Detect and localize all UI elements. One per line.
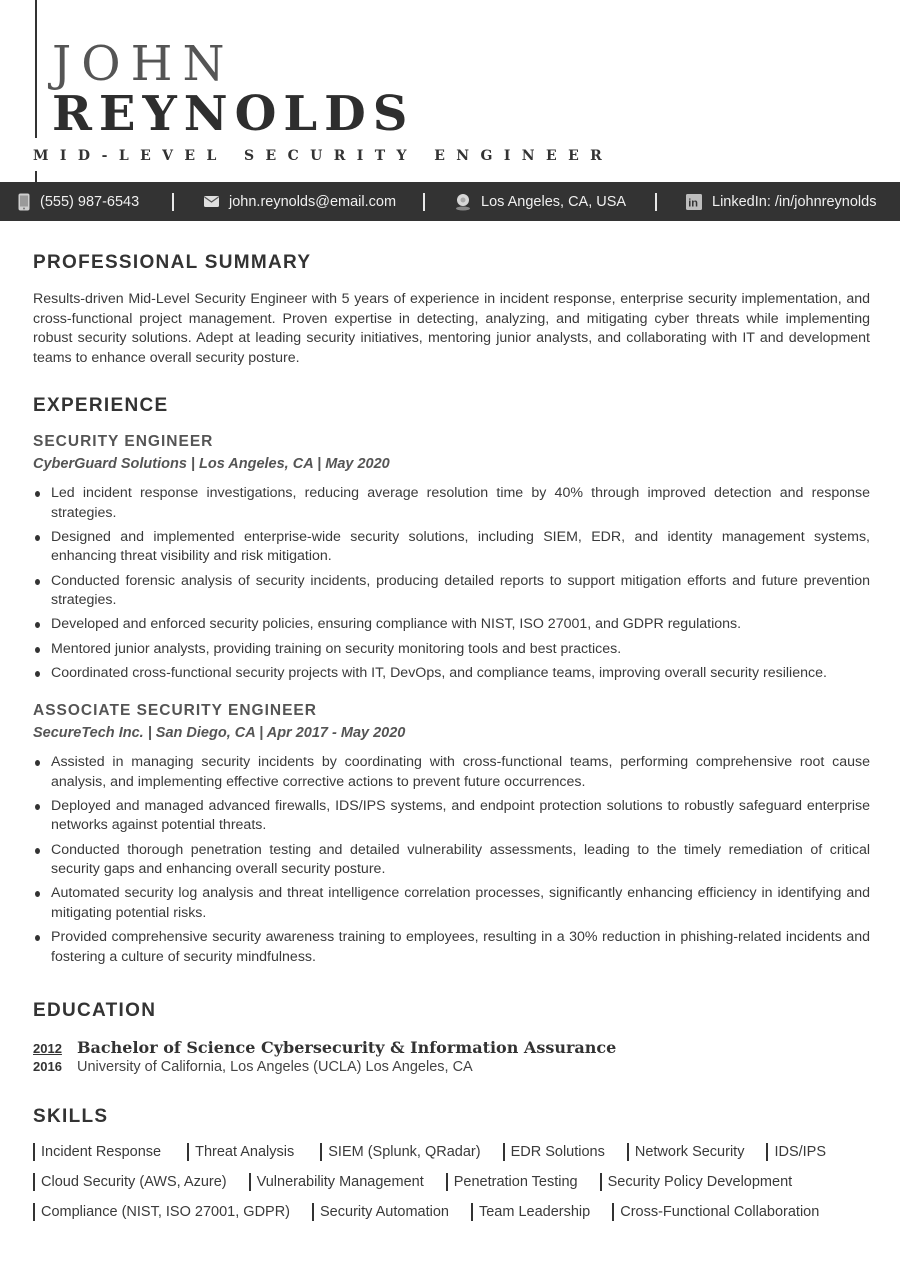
linkedin-icon	[686, 194, 702, 210]
contact-phone[interactable]	[18, 182, 139, 221]
header-accent-line-lower	[35, 171, 37, 182]
job-bullet: Coordinated cross-functional security projects with IT, DevOps, and compliance teams, improving overall security resilience.	[33, 664, 870, 684]
skill-tag: EDR Solutions	[503, 1143, 605, 1161]
education-end-year: 2016	[33, 1059, 62, 1074]
summary-heading: PROFESSIONAL SUMMARY	[33, 252, 312, 273]
job-bullet: Conducted forensic analysis of security incidents, producing detailed reports to support mitigation efforts and future prevention strategies.	[33, 572, 870, 611]
skills-row	[33, 1203, 849, 1221]
experience-heading: EXPERIENCE	[33, 395, 169, 416]
contact-bar	[0, 182, 900, 221]
skills-heading: SKILLS	[33, 1106, 109, 1127]
job-title: MID-LEVEL SECURITY ENGINEER	[33, 148, 614, 164]
education-degree-row	[33, 1038, 616, 1057]
location-pin-icon	[455, 193, 471, 211]
job-bullet: Conducted thorough penetration testing and detailed vulnerability assessments, leading to the timely remediation of critical security gaps and enhancing overall security posture.	[33, 841, 870, 880]
education-school-row	[33, 1059, 473, 1075]
skill-tag: Vulnerability Management	[249, 1173, 424, 1191]
name-header	[52, 38, 414, 140]
skill-tag: Network Security	[627, 1143, 745, 1161]
skill-tag: Security Policy Development	[600, 1173, 793, 1191]
linkedin-text: LinkedIn: /in/johnreynolds	[712, 193, 877, 210]
job-bullet: Developed and enforced security policies, ensuring compliance with NIST, ISO 27001, and GDPR regulations.	[33, 615, 870, 635]
job-bullet: Mentored junior analysts, providing training on security monitoring tools and best practices.	[33, 640, 870, 660]
contact-linkedin[interactable]	[686, 182, 876, 221]
skill-tag: Incident Response	[33, 1143, 161, 1161]
job-bullets	[33, 753, 870, 972]
contact-separator	[423, 193, 425, 211]
education-start-year: 2012	[33, 1041, 62, 1056]
contact-separator	[172, 193, 174, 211]
envelope-icon	[204, 196, 219, 207]
skill-tag: Team Leadership	[471, 1203, 590, 1221]
skills-row	[33, 1143, 856, 1161]
skills-row	[33, 1173, 822, 1191]
job-role: SECURITY ENGINEER	[33, 433, 214, 450]
skill-tag: Security Automation	[312, 1203, 449, 1221]
job-bullet: Automated security log analysis and threat intelligence correlation processes, significantly enhancing efficiency in identifying and mitigating potential risks.	[33, 884, 870, 923]
job-bullet: Assisted in managing security incidents by coordinating with cross-functional teams, performing comprehensive root cause analysis, and implementing effective corrective actions to prevent future occurrences.	[33, 753, 870, 792]
header-accent-line	[35, 0, 37, 138]
summary-text: Results-driven Mid-Level Security Engineer with 5 years of experience in incident response, enterprise security implementation, and cross-functional project management. Proven expertise in detecting, analyzing, and mitigating cyber threats while implementing robust security solutions. Adept at leading security initiatives, mentoring junior analysts, and collaborating with IT and development teams to enhance overall security posture.	[33, 291, 870, 366]
skill-tag: Penetration Testing	[446, 1173, 578, 1191]
contact-separator	[655, 193, 657, 211]
education-heading: EDUCATION	[33, 1000, 157, 1021]
phone-icon	[18, 193, 30, 211]
job-bullet: Led incident response investigations, reducing average resolution time by 40% through improved detection and response strategies.	[33, 484, 870, 523]
svg-text:in: in	[688, 197, 698, 209]
skill-tag: Cross-Functional Collaboration	[612, 1203, 819, 1221]
skill-tag: Cloud Security (AWS, Azure)	[33, 1173, 227, 1191]
job-meta: CyberGuard Solutions | Los Angeles, CA | May 2020	[33, 456, 390, 472]
job-bullet: Designed and implemented enterprise-wide security solutions, including SIEM, EDR, and identity management systems, enhancing threat visibility and risk mitigation.	[33, 528, 870, 567]
education-school: University of California, Los Angeles (UCLA) Los Angeles, CA	[77, 1059, 473, 1075]
job-role: ASSOCIATE SECURITY ENGINEER	[33, 702, 317, 719]
last-name: REYNOLDS	[52, 86, 415, 142]
skill-tag: Compliance (NIST, ISO 27001, GDPR)	[33, 1203, 290, 1221]
email-text: john.reynolds@email.com	[229, 193, 397, 210]
location-text: Los Angeles, CA, USA	[481, 193, 627, 210]
contact-location[interactable]	[455, 182, 626, 221]
skill-tag: Threat Analysis	[187, 1143, 294, 1161]
education-degree: Bachelor of Science Cybersecurity & Information Assurance	[77, 1038, 617, 1057]
job-bullet: Deployed and managed advanced firewalls, IDS/IPS systems, and endpoint protection solutions to robustly safeguard enterprise networks against potential threats.	[33, 797, 870, 836]
skill-tag: SIEM (Splunk, QRadar)	[320, 1143, 480, 1161]
skill-tag: IDS/IPS	[766, 1143, 826, 1161]
job-bullet: Provided comprehensive security awareness training to employees, resulting in a 30% reduction in phishing-related incidents and fostering a culture of security mindfulness.	[33, 928, 870, 967]
phone-text: (555) 987-6543	[40, 193, 140, 210]
job-meta: SecureTech Inc. | San Diego, CA | Apr 2017 - May 2020	[33, 725, 406, 741]
first-name: JOHN	[52, 36, 235, 92]
job-bullets	[33, 484, 870, 688]
contact-email[interactable]	[204, 182, 396, 221]
